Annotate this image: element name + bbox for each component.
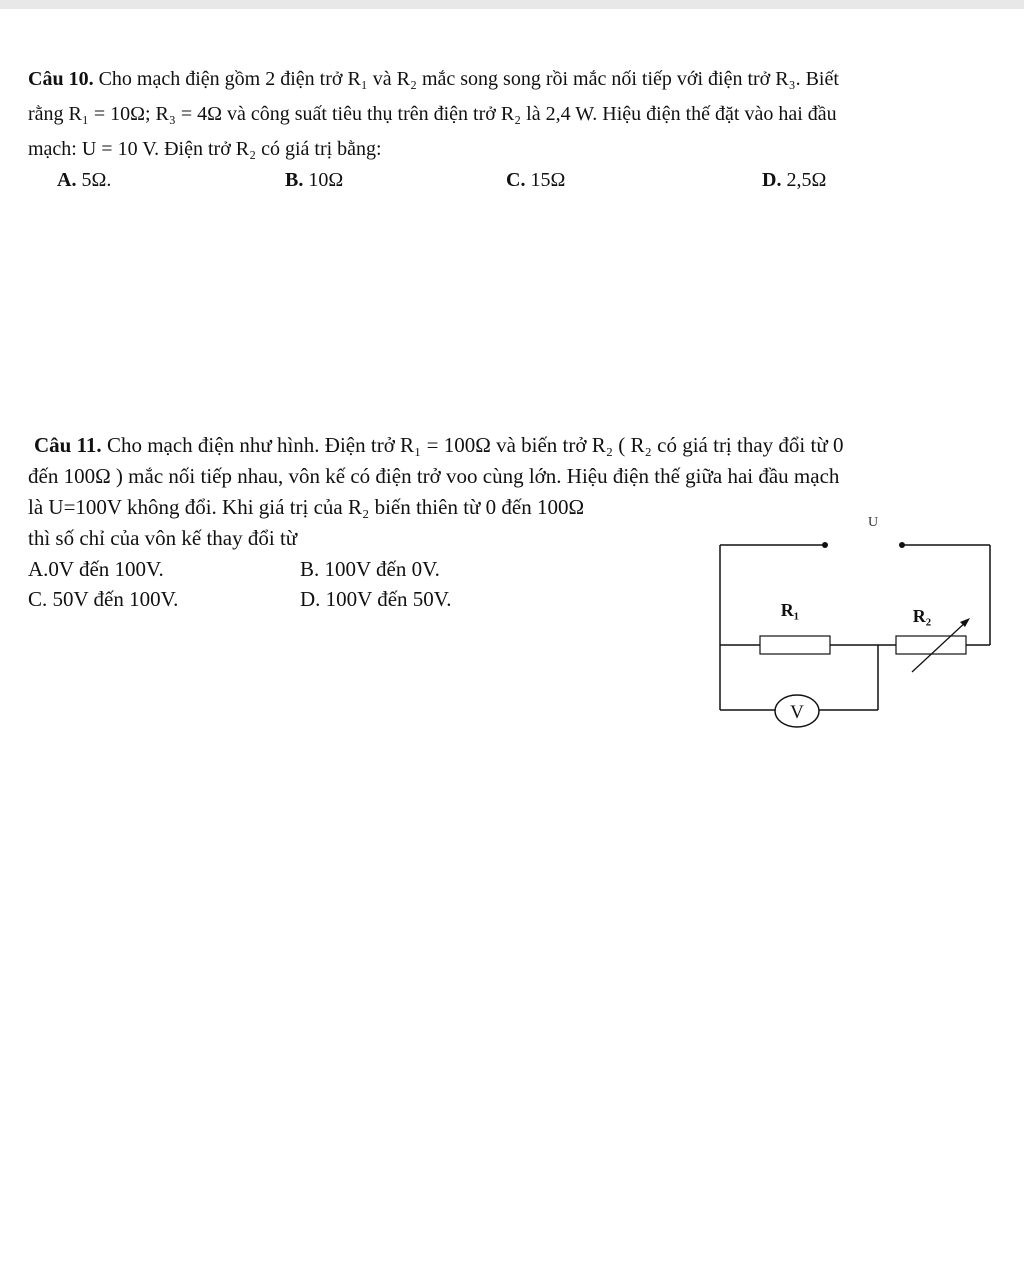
q10-option-d-text: 2,5Ω <box>786 169 827 191</box>
q11-option-d[interactable]: D. 100V đến 50V. <box>300 587 452 611</box>
r1-resistor <box>760 636 830 654</box>
voltmeter-label: V <box>790 702 804 723</box>
q10-line-2: rằng R₁ = 10Ω; R₃ = 4Ω và công suất tiêu thụ trên điện trở R₂ là 2,4 W. Hiệu điện thế đặt vào hai đầu <box>28 103 837 125</box>
terminal-left <box>822 542 828 548</box>
q10-number: Câu 10. <box>28 68 94 90</box>
q11-line-1 <box>28 430 1003 461</box>
q11-number: Câu 11. <box>34 433 102 457</box>
circuit-diagram <box>700 500 1020 740</box>
q10-option-a[interactable] <box>57 166 111 194</box>
r1-label: R₁ <box>780 600 800 620</box>
q10-text-1: Cho mạch điện gồm 2 điện trở R₁ và R₂ mắc song song rồi mắc nối tiếp với điện trở R₃. Biết <box>98 68 839 90</box>
r2-rheostat <box>896 636 966 654</box>
q10-option-d[interactable] <box>762 166 826 194</box>
q10-option-c-text: 15Ω <box>530 169 566 191</box>
q10-line-3: mạch: U = 10 V. Điện trở R₂ có giá trị bằng: <box>28 138 382 160</box>
u-label: U <box>867 515 879 530</box>
q11-line-2: đến 100Ω ) mắc nối tiếp nhau, vôn kế có điện trở voo cùng lớn. Hiệu điện thế giữa hai đầu mạch <box>28 464 840 488</box>
top-bar <box>0 0 1024 9</box>
q11-options <box>0 555 690 615</box>
q10-option-a-text: 5Ω. <box>81 169 112 191</box>
q11-option-c[interactable]: C. 50V đến 100V. <box>28 587 179 611</box>
question-10 <box>28 62 998 167</box>
q10-option-a-key: A. <box>57 169 77 191</box>
q10-option-c[interactable] <box>506 166 565 194</box>
r2-label: R₂ <box>912 606 932 626</box>
q11-option-a[interactable]: A.0V đến 100V. <box>28 557 164 581</box>
q10-options <box>0 166 1024 196</box>
q11-line-3: là U=100V không đổi. Khi giá trị của R₂ biến thiên từ 0 đến 100Ω <box>28 495 585 519</box>
q11-line-4: thì số chỉ của vôn kế thay đổi từ <box>28 526 298 550</box>
q11-text-1: Cho mạch điện như hình. Điện trở R₁ = 100Ω và biến trở R₂ ( R₂ có giá trị thay đổi từ 0 <box>106 433 844 457</box>
q10-option-c-key: C. <box>506 169 526 191</box>
q11-option-b[interactable]: B. 100V đến 0V. <box>300 557 440 581</box>
q10-option-b[interactable] <box>285 166 343 194</box>
q10-line-1 <box>28 62 998 97</box>
q10-option-d-key: D. <box>762 169 782 191</box>
q10-option-b-key: B. <box>285 169 304 191</box>
q10-option-b-text: 10Ω <box>308 169 344 191</box>
